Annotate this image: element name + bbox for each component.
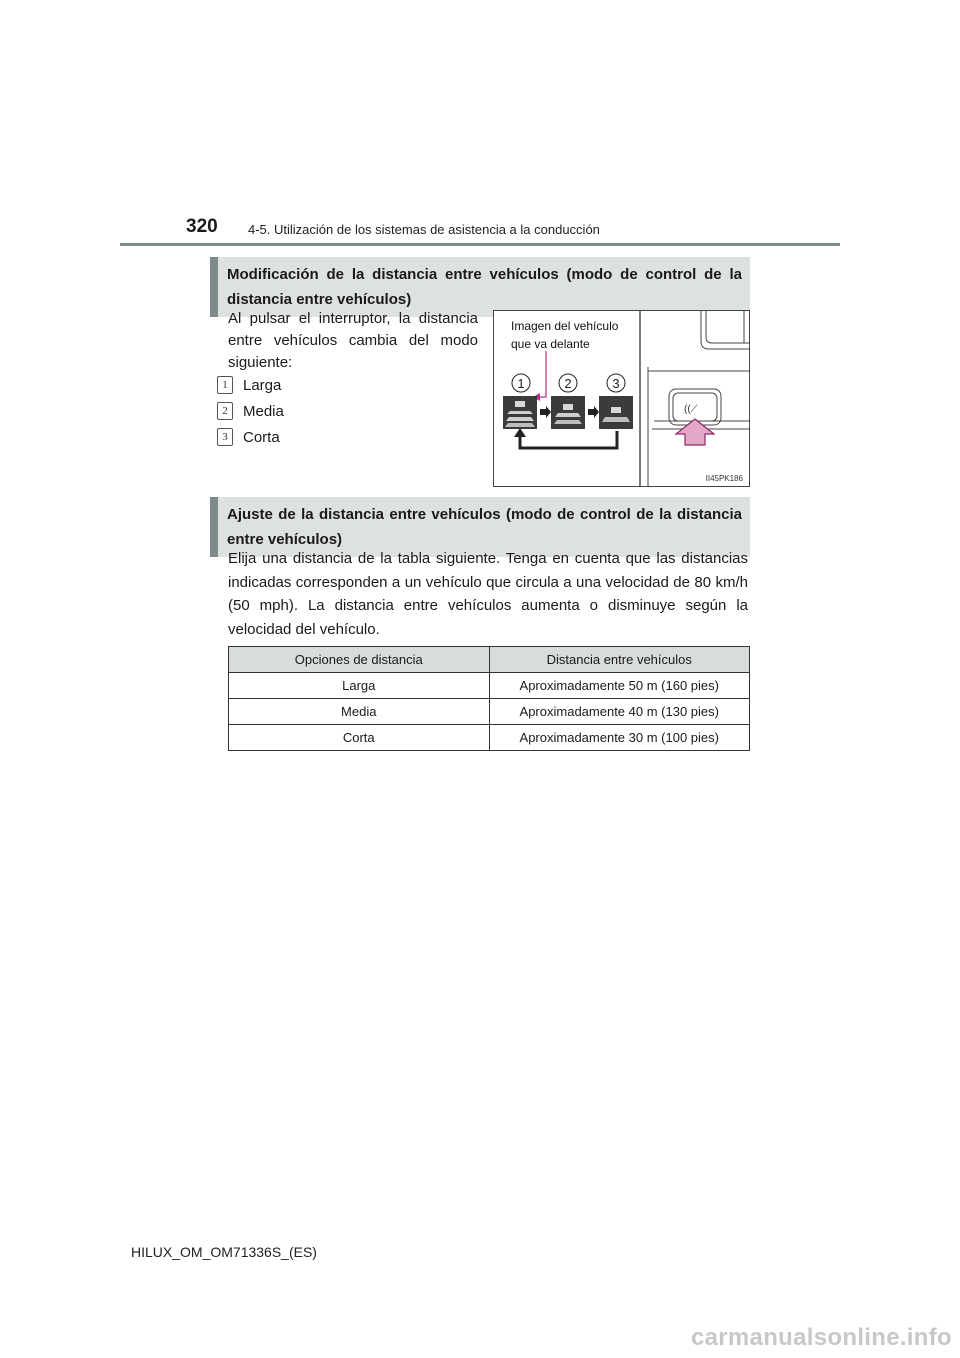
table-row <box>229 673 750 699</box>
step-number: 2 <box>217 402 233 420</box>
table-cell: Aproximadamente 50 m (160 pies) <box>489 673 750 699</box>
table-cell: Larga <box>229 673 490 699</box>
table-header: Opciones de distancia <box>229 647 490 673</box>
marker-1-text: 1 <box>517 376 525 391</box>
header-divider <box>120 243 840 246</box>
intro-paragraph: Al pulsar el interruptor, la distancia entre vehículos cambia del modo siguiente: <box>228 310 478 371</box>
heading-distance-adjust: Ajuste de la distancia entre vehículos (modo de control de la distancia entre vehículos) <box>210 497 750 557</box>
table-header: Distancia entre vehículos <box>489 647 750 673</box>
step-label: Media <box>243 402 284 420</box>
step-number: 3 <box>217 428 233 446</box>
sequence-arrow <box>588 406 599 418</box>
table-header-row <box>229 647 750 673</box>
watermark[interactable]: carmanualsonline.info <box>690 1324 952 1351</box>
steering-wheel-area <box>648 311 749 486</box>
heading-distance-change: Modificación de la distancia entre vehículos (modo de control de la distancia entre vehículos) <box>210 257 750 317</box>
adjust-paragraph: Elija una distancia de la tabla siguiente. Tenga en cuenta que las distancias indicadas corresponden a un vehículo que circula a una velocidad de 80 km/h (50 mph). La distancia entre vehículos aumenta o disminuye según la velocidad del vehículo. <box>228 550 748 638</box>
table-row <box>229 699 750 725</box>
figure-callout: Imagen del vehículo que va delante <box>511 319 619 351</box>
return-arrow-line <box>520 431 617 448</box>
press-arrow <box>676 419 714 445</box>
callout-leader-line <box>539 351 546 397</box>
distance-table <box>228 646 750 751</box>
table-cell: Media <box>229 699 490 725</box>
section-title: 4-5. Utilización de los sistemas de asistencia a la conducción <box>248 222 600 237</box>
step-label: Corta <box>243 428 280 446</box>
step-label: Larga <box>243 376 282 394</box>
figure-code: II45PK186 <box>705 474 743 483</box>
step-item <box>217 376 281 394</box>
display-panel-medium <box>551 396 585 429</box>
table-cell: Aproximadamente 40 m (130 pies) <box>489 699 750 725</box>
distance-switch-figure <box>493 310 750 487</box>
table-row <box>229 725 750 751</box>
figure-illustration <box>494 311 749 486</box>
step-number: 1 <box>217 376 233 394</box>
table-cell: Aproximadamente 30 m (100 pies) <box>489 725 750 751</box>
sequence-arrow <box>540 406 551 418</box>
step-item <box>217 428 280 446</box>
display-panel-short <box>599 396 633 429</box>
step-item <box>217 402 284 420</box>
footer-code: HILUX_OM_OM71336S_(ES) <box>131 1244 317 1260</box>
distance-switch-icon: ((⟋ <box>684 404 698 415</box>
marker-2-text: 2 <box>564 376 572 391</box>
table-cell: Corta <box>229 725 490 751</box>
display-panel-long <box>503 396 537 429</box>
return-arrow-head <box>514 428 526 437</box>
page-number: 320 <box>186 216 218 237</box>
marker-3-text: 3 <box>612 376 620 391</box>
